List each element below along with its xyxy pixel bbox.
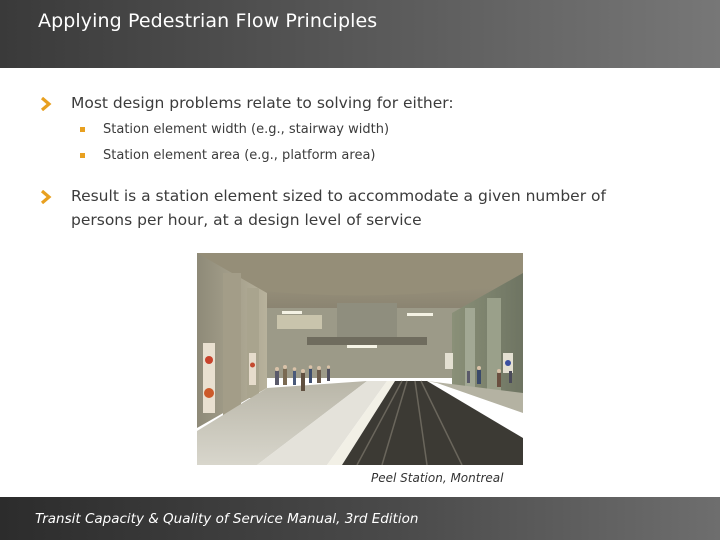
sub-bullet-item (80, 120, 640, 140)
square-bullet-icon (80, 153, 85, 158)
bullet-item (40, 184, 640, 232)
sub-bullet-text: Station element area (e.g., platform area) (103, 148, 376, 163)
station-photo-illustration (197, 253, 523, 465)
title-bar (0, 0, 720, 68)
slide-title: Applying Pedestrian Flow Principles (38, 10, 378, 32)
photo-caption: Peel Station, Montreal (371, 471, 504, 485)
chevron-right-icon (40, 190, 52, 204)
sub-bullet-text: Station element width (e.g., stairway width) (103, 122, 390, 137)
bullet-item (40, 91, 660, 115)
station-photo (197, 253, 523, 465)
sub-bullet-item (80, 146, 640, 166)
bullet-text: Most design problems relate to solving for either: (71, 94, 454, 112)
square-bullet-icon (80, 127, 85, 132)
chevron-right-icon (40, 97, 52, 111)
bullet-text: Result is a station element sized to accommodate a given number of persons per hour, at a design level of service (71, 187, 606, 229)
footer-text: Transit Capacity & Quality of Service Manual, 3rd Edition (35, 511, 419, 527)
footer-bar (0, 497, 720, 540)
